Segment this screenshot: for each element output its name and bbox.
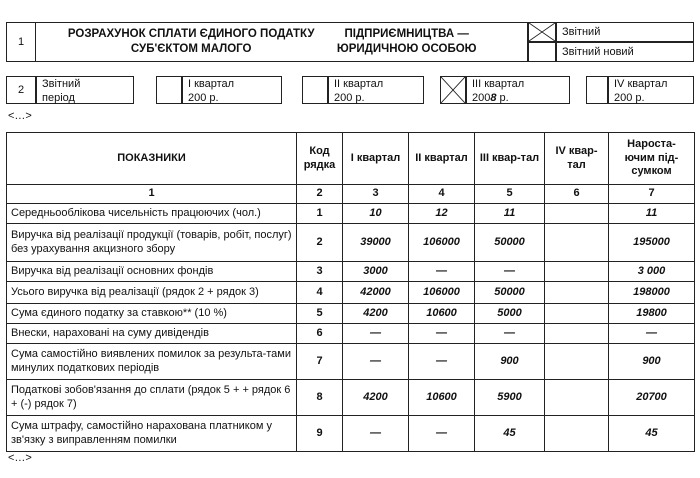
quarter-q1-year: 200 р. [188, 91, 219, 104]
row-total-value: 11 [609, 203, 695, 223]
row-name: Податкові зобов'язання до сплати (рядок 5 + + рядок 6 + (-) рядок 7) [7, 379, 297, 415]
row-total-value: 198000 [609, 281, 695, 303]
row-q3-value: — [475, 261, 545, 281]
column-number: 7 [609, 185, 695, 204]
report-type-label-new: Звітний новий [562, 46, 634, 58]
column-number-row [7, 185, 695, 204]
header-q3: III квар-тал [475, 133, 545, 185]
row-q2-value: — [409, 323, 475, 343]
quarter-q2-year: 200 р. [334, 91, 365, 104]
row-total-value: 3 000 [609, 261, 695, 281]
table-header-row [7, 133, 695, 185]
row-code: 9 [297, 415, 343, 451]
quarter-checkbox-q1[interactable] [156, 76, 182, 104]
table-row [7, 323, 695, 343]
table-row [7, 203, 695, 223]
row-q3-value: 50000 [475, 223, 545, 261]
row-q1-value: — [343, 343, 409, 379]
header-q1: I квартал [343, 133, 409, 185]
header-code: Код рядка [297, 133, 343, 185]
row-q4-value [545, 303, 609, 323]
report-type-checkbox-regular[interactable] [528, 22, 556, 42]
column-number: 3 [343, 185, 409, 204]
row-total-value: — [609, 323, 695, 343]
table-row [7, 303, 695, 323]
period-label [42, 78, 80, 106]
row-q3-value: 11 [475, 203, 545, 223]
row-q1-value: — [343, 415, 409, 451]
quarter-q2-name: II квартал [334, 78, 384, 90]
row-code: 7 [297, 343, 343, 379]
row-total-value: 195000 [609, 223, 695, 261]
row-name: Середньооблікова чисельність працюючих (чол.) [7, 203, 297, 223]
header-indicators: ПОКАЗНИКИ [7, 133, 297, 185]
row-name: Внески, нараховані на суму дивідендів [7, 323, 297, 343]
column-number: 5 [475, 185, 545, 204]
row-q3-value: 45 [475, 415, 545, 451]
omitted-section-marker-bottom: <…> [8, 452, 32, 464]
row-code: 6 [297, 323, 343, 343]
row-name: Виручка від реалізації основних фондів [7, 261, 297, 281]
table-row [7, 261, 695, 281]
quarter-label-q2 [334, 78, 383, 106]
row-q2-value: 106000 [409, 281, 475, 303]
header-number: 1 [6, 22, 36, 62]
form-title-line2: ПІДПРИЄМНИЦТВА — ЮРИДИЧНОЮ ОСОБОЮ [336, 28, 477, 55]
row-q1-value: 10 [343, 203, 409, 223]
row-q3-value: 5000 [475, 303, 545, 323]
quarter-q3-name: III квартал [472, 78, 525, 90]
row-total-value: 20700 [609, 379, 695, 415]
row-q4-value [545, 415, 609, 451]
row-q1-value: 3000 [343, 261, 409, 281]
row-q4-value [545, 343, 609, 379]
row-total-value: 900 [609, 343, 695, 379]
row-q4-value [545, 223, 609, 261]
report-type-checkbox-new[interactable] [528, 42, 556, 62]
row-code: 8 [297, 379, 343, 415]
form-title [36, 22, 528, 62]
report-type-label-regular: Звітний [562, 26, 601, 38]
row-q1-value: 4200 [343, 379, 409, 415]
row-name: Виручка від реалізації продукції (товарів, робіт, послуг) без урахування акцизного збору [7, 223, 297, 261]
column-number: 6 [545, 185, 609, 204]
row-q1-value: 4200 [343, 303, 409, 323]
quarter-label-q3 [472, 78, 524, 106]
row-name: Сума самостійно виявлених помилок за результа-тами минулих податкових періодів [7, 343, 297, 379]
header-q2: II квартал [409, 133, 475, 185]
row-q4-value [545, 323, 609, 343]
row-name: Сума єдиного податку за ставкою** (10 %) [7, 303, 297, 323]
row-q2-value: 10600 [409, 379, 475, 415]
table-row [7, 223, 695, 261]
column-number: 1 [7, 185, 297, 204]
quarter-q1-name: I квартал [188, 78, 235, 90]
row-q2-value: — [409, 261, 475, 281]
period-number: 2 [6, 76, 36, 104]
column-number: 4 [409, 185, 475, 204]
header-q4: IV квар-тал [545, 133, 609, 185]
period-label-line1: Звітний [42, 78, 81, 90]
row-code: 3 [297, 261, 343, 281]
quarter-checkbox-q3[interactable] [440, 76, 466, 104]
row-q3-value: 900 [475, 343, 545, 379]
row-name: Усього виручка від реалізації (рядок 2 + рядок 3) [7, 281, 297, 303]
table-row [7, 379, 695, 415]
quarter-label-q1 [188, 78, 234, 106]
row-q2-value: 106000 [409, 223, 475, 261]
row-q1-value: 42000 [343, 281, 409, 303]
row-code: 2 [297, 223, 343, 261]
row-q4-value [545, 281, 609, 303]
quarter-q4-name: IV квартал [614, 78, 668, 90]
row-code: 1 [297, 203, 343, 223]
quarter-label-q4 [614, 78, 667, 106]
row-q3-value: 5900 [475, 379, 545, 415]
row-q2-value: 12 [409, 203, 475, 223]
omitted-section-marker-top: <…> [8, 110, 32, 122]
column-number: 2 [297, 185, 343, 204]
quarter-checkbox-q2[interactable] [302, 76, 328, 104]
checked-x-icon [441, 77, 465, 103]
quarter-q4-year: 200 р. [614, 91, 645, 104]
row-total-value: 45 [609, 415, 695, 451]
row-total-value: 19800 [609, 303, 695, 323]
table-row [7, 343, 695, 379]
table-row [7, 281, 695, 303]
quarter-q3-year: 2008 р. [472, 91, 509, 104]
row-q2-value: — [409, 415, 475, 451]
table-row [7, 415, 695, 451]
checked-x-icon [529, 23, 555, 41]
header-cumulative: Нароста-ючим під-сумком [609, 133, 695, 185]
row-q4-value [545, 261, 609, 281]
row-q2-value: — [409, 343, 475, 379]
row-q3-value: 50000 [475, 281, 545, 303]
row-q4-value [545, 203, 609, 223]
row-q1-value: 39000 [343, 223, 409, 261]
period-label-line2: період [42, 91, 75, 104]
row-code: 4 [297, 281, 343, 303]
row-code: 5 [297, 303, 343, 323]
row-q2-value: 10600 [409, 303, 475, 323]
tax-calculation-table [6, 132, 695, 452]
quarter-checkbox-q4[interactable] [586, 76, 608, 104]
row-q3-value: — [475, 323, 545, 343]
row-q4-value [545, 379, 609, 415]
row-q1-value: — [343, 323, 409, 343]
row-name: Сума штрафу, самостійно нарахована платником у зв'язку з виправленням помилки [7, 415, 297, 451]
form-title-line1: РОЗРАХУНОК СПЛАТИ ЄДИНОГО ПОДАТКУ СУБ'ЄКТОМ МАЛОГО [67, 28, 315, 55]
